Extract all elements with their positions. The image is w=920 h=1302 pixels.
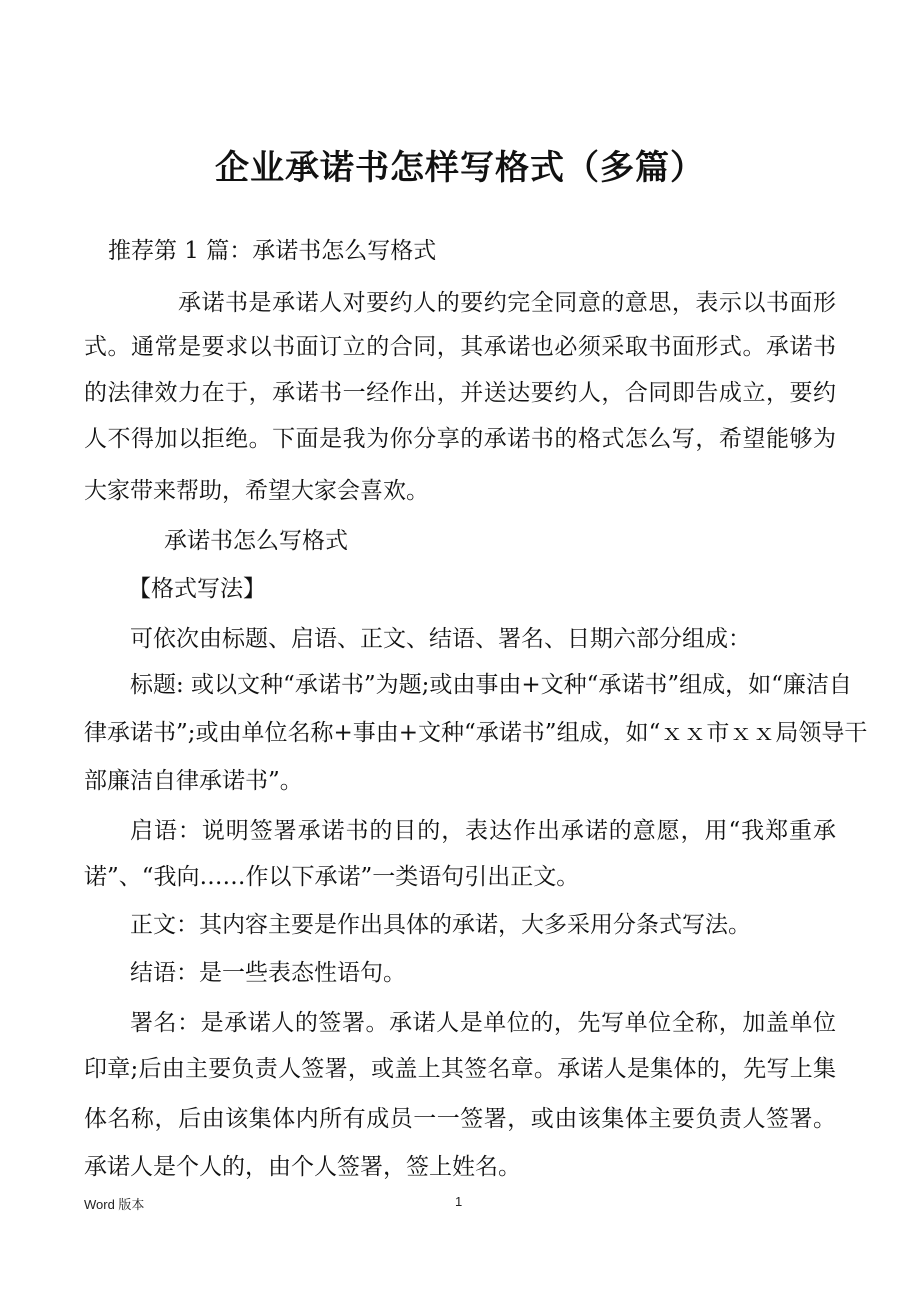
opening-para-line: 启语：说明签署承诺书的目的，表达作出承诺的意愿，用“我郑重承 bbox=[130, 818, 836, 844]
body-paragraph: 正文：其内容主要是作出具体的承诺，大多采用分条式写法。 bbox=[130, 912, 751, 938]
intro-line: 承诺书是承诺人对要约人的要约完全同意的意思，表示以书面形 bbox=[178, 290, 836, 316]
closing-paragraph: 结语：是一些表态性语句。 bbox=[130, 960, 406, 986]
intro-line: 人不得加以拒绝。下面是我为你分享的承诺书的格式怎么写，希望能够为 bbox=[84, 426, 836, 452]
intro-line: 式。通常是要求以书面订立的合同，其承诺也必须采取书面形式。承诺书 bbox=[84, 334, 836, 360]
document-title: 企业承诺书怎样写格式（多篇） bbox=[215, 148, 705, 188]
opening-para-line: 诺”、“我向……作以下承诺”一类语句引出正文。 bbox=[84, 864, 580, 890]
footer-label: Word 版本 bbox=[84, 1197, 145, 1212]
signature-para-line: 印章;后由主要负责人签署，或盖上其签名章。承诺人是集体的，先写上集 bbox=[84, 1056, 836, 1082]
format-heading: 【格式写法】 bbox=[128, 576, 266, 602]
page-number: 1 bbox=[455, 1194, 463, 1209]
signature-para-line: 体名称，后由该集体内所有成员一一签署，或由该集体主要负责人签署。 bbox=[84, 1106, 836, 1132]
subheading: 承诺书怎么写格式 bbox=[164, 528, 348, 554]
signature-para-line: 署名：是承诺人的签署。承诺人是单位的，先写单位全称，加盖单位 bbox=[130, 1010, 836, 1036]
title-para-line: 部廉洁自律承诺书”。 bbox=[84, 768, 303, 794]
signature-para-line: 承诺人是个人的，由个人签署，签上姓名。 bbox=[84, 1154, 521, 1180]
title-para-line: 律承诺书”;或由单位名称+事由+文种“承诺书”组成，如“ｘｘ市ｘｘ局领导干 bbox=[84, 720, 868, 746]
composition-paragraph: 可依次由标题、启语、正文、结语、署名、日期六部分组成： bbox=[130, 626, 751, 652]
recommend-heading: 推荐第 1 篇：承诺书怎么写格式 bbox=[108, 238, 437, 264]
intro-line: 的法律效力在于，承诺书一经作出，并送达要约人，合同即告成立，要约 bbox=[84, 380, 836, 406]
intro-line: 大家带来帮助，希望大家会喜欢。 bbox=[84, 478, 429, 504]
title-para-line: 标题: 或以文种“承诺书”为题;或由事由+文种“承诺书”组成，如“廉洁自 bbox=[130, 672, 852, 698]
